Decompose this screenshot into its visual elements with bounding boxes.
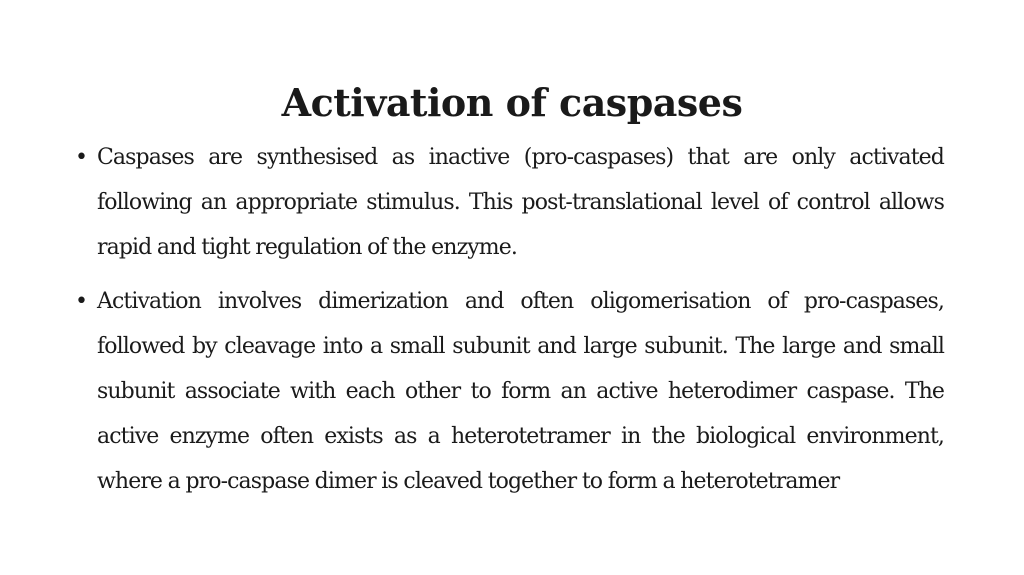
bullet-marker: • [75,145,88,170]
slide-title: Activation of caspases [281,80,743,125]
bullet-text: Activation involves dimerization and often oligomerisation of pro-caspases, followed by cleavage into a small subunit and large subunit. The large and small subunit associate with each other to form an active heterodimer caspase. The active enzyme often exists as a heterotetramer in the biological environment, where a pro-caspase dimer is cleaved together to form a heterotetramer [97,289,944,494]
bullet-text: Caspases are synthesised as inactive (pro-caspases) that are only activated following an appropriate stimulus. This post-translational level of control allows rapid and tight regulation of the enzyme. [97,145,944,260]
bullet-item [75,135,944,270]
bullet-marker: • [75,289,88,314]
bullet-list [75,135,944,504]
bullet-item [75,279,944,504]
